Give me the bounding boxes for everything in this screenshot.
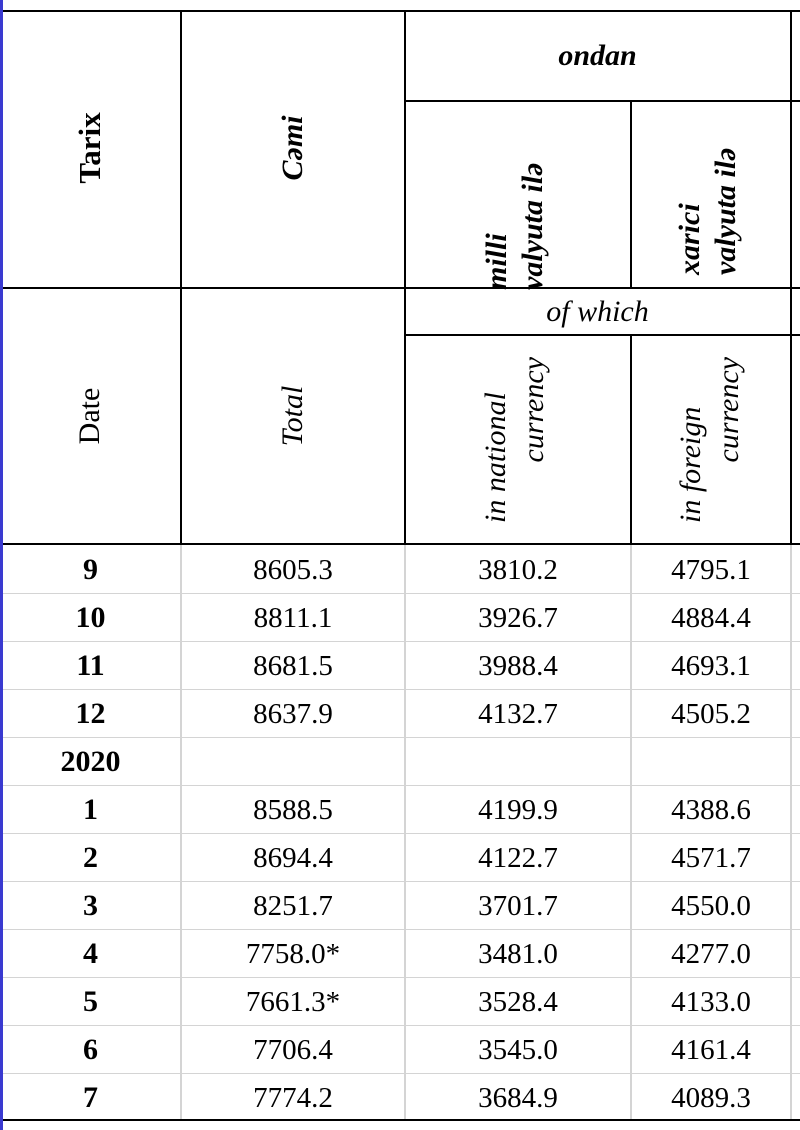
cell-national: 3545.0	[478, 1033, 558, 1066]
table-row-year	[0, 738, 800, 786]
cell-date: 3	[83, 889, 98, 922]
table-row	[0, 834, 800, 882]
cell-foreign: 4133.0	[671, 985, 751, 1018]
header-vline-4	[790, 10, 792, 545]
cell-foreign: 4388.6	[671, 793, 751, 826]
header-en-of-which: of which	[546, 294, 649, 328]
cell-total: 7758.0*	[245, 937, 341, 970]
header-bottom-line	[3, 543, 800, 545]
cell-date: 11	[76, 649, 105, 682]
header-az-national-line1: milli	[480, 233, 513, 290]
cell-total: 8811.1	[253, 601, 333, 634]
header-az-date: Tarix	[72, 112, 107, 184]
cell-total: 8251.7	[253, 889, 333, 922]
cell-total: 8681.5	[253, 649, 333, 682]
header-az-foreign-line2: valyuta ilə	[709, 147, 742, 275]
cell-date: 9	[83, 553, 98, 586]
cell-total: 7774.2	[253, 1081, 333, 1114]
header-en-foreign-line2: currency	[712, 357, 745, 463]
header-az-foreign	[672, 115, 750, 275]
cell-foreign	[631, 738, 791, 786]
cell-total: 8694.4	[253, 841, 333, 874]
cell-date: 7	[83, 1081, 98, 1114]
ondan-underline	[405, 100, 800, 102]
cell-national: 3528.4	[478, 985, 558, 1018]
cell-date: 5	[83, 985, 98, 1018]
cell-national: 3810.2	[478, 553, 558, 586]
cell-total	[181, 738, 405, 786]
cell-foreign: 4795.1	[671, 553, 751, 586]
header-en-national-line2: currency	[517, 357, 550, 463]
table-row	[0, 1074, 800, 1122]
table-row	[0, 594, 800, 642]
cell-date: 10	[75, 601, 106, 634]
table-row	[0, 882, 800, 930]
cell-national: 3684.9	[478, 1081, 558, 1114]
header-az-national-line2: valyuta ilə	[516, 162, 549, 290]
cell-total: 8605.3	[253, 553, 333, 586]
table-row	[0, 930, 800, 978]
header-en-national	[477, 357, 557, 523]
cell-foreign: 4884.4	[671, 601, 751, 634]
table-row	[0, 546, 800, 594]
cell-national: 4132.7	[478, 697, 558, 730]
ofwhich-underline	[405, 334, 800, 336]
table-row	[0, 642, 800, 690]
cell-total: 8637.9	[253, 697, 333, 730]
cell-national	[405, 738, 631, 786]
cell-date: 2	[83, 841, 98, 874]
cell-foreign: 4505.2	[671, 697, 751, 730]
table-row	[0, 978, 800, 1026]
header-az-of-which: ondan	[558, 39, 637, 72]
table-row	[0, 1026, 800, 1074]
cell-date: 6	[83, 1033, 98, 1066]
cell-date: 4	[83, 937, 98, 970]
header-en-date: Date	[73, 387, 106, 445]
header-az-foreign-line1: xarici	[673, 203, 706, 275]
cell-national: 3481.0	[478, 937, 558, 970]
cell-foreign: 4277.0	[671, 937, 751, 970]
cell-national: 4122.7	[478, 841, 558, 874]
cell-date: 12	[75, 697, 106, 730]
cell-national: 3926.7	[478, 601, 558, 634]
header-vline-3	[630, 100, 632, 288]
cell-year: 2020	[60, 745, 121, 778]
cell-foreign: 4161.4	[671, 1033, 751, 1066]
header-az-national	[479, 130, 557, 290]
header-vline-3b	[630, 334, 632, 545]
cell-foreign: 4571.7	[671, 841, 751, 874]
header-en-foreign	[672, 357, 752, 523]
cell-national: 3701.7	[478, 889, 558, 922]
table-row	[0, 786, 800, 834]
header-en-national-line1: in national	[479, 392, 512, 523]
cell-total: 7661.3*	[245, 985, 341, 1018]
cell-foreign: 4089.3	[671, 1081, 751, 1114]
table-row	[0, 690, 800, 738]
cell-national: 4199.9	[478, 793, 558, 826]
header-vline-1	[180, 10, 182, 545]
cell-total: 8588.5	[253, 793, 333, 826]
cell-foreign: 4550.0	[671, 889, 751, 922]
cell-date: 1	[83, 793, 98, 826]
header-en-total: Total	[276, 385, 309, 447]
header-en-foreign-line1: in foreign	[674, 406, 707, 523]
cell-national: 3988.4	[478, 649, 558, 682]
header-az-total: Cəmi	[276, 115, 309, 181]
cell-total: 7706.4	[253, 1033, 333, 1066]
cell-foreign: 4693.1	[671, 649, 751, 682]
